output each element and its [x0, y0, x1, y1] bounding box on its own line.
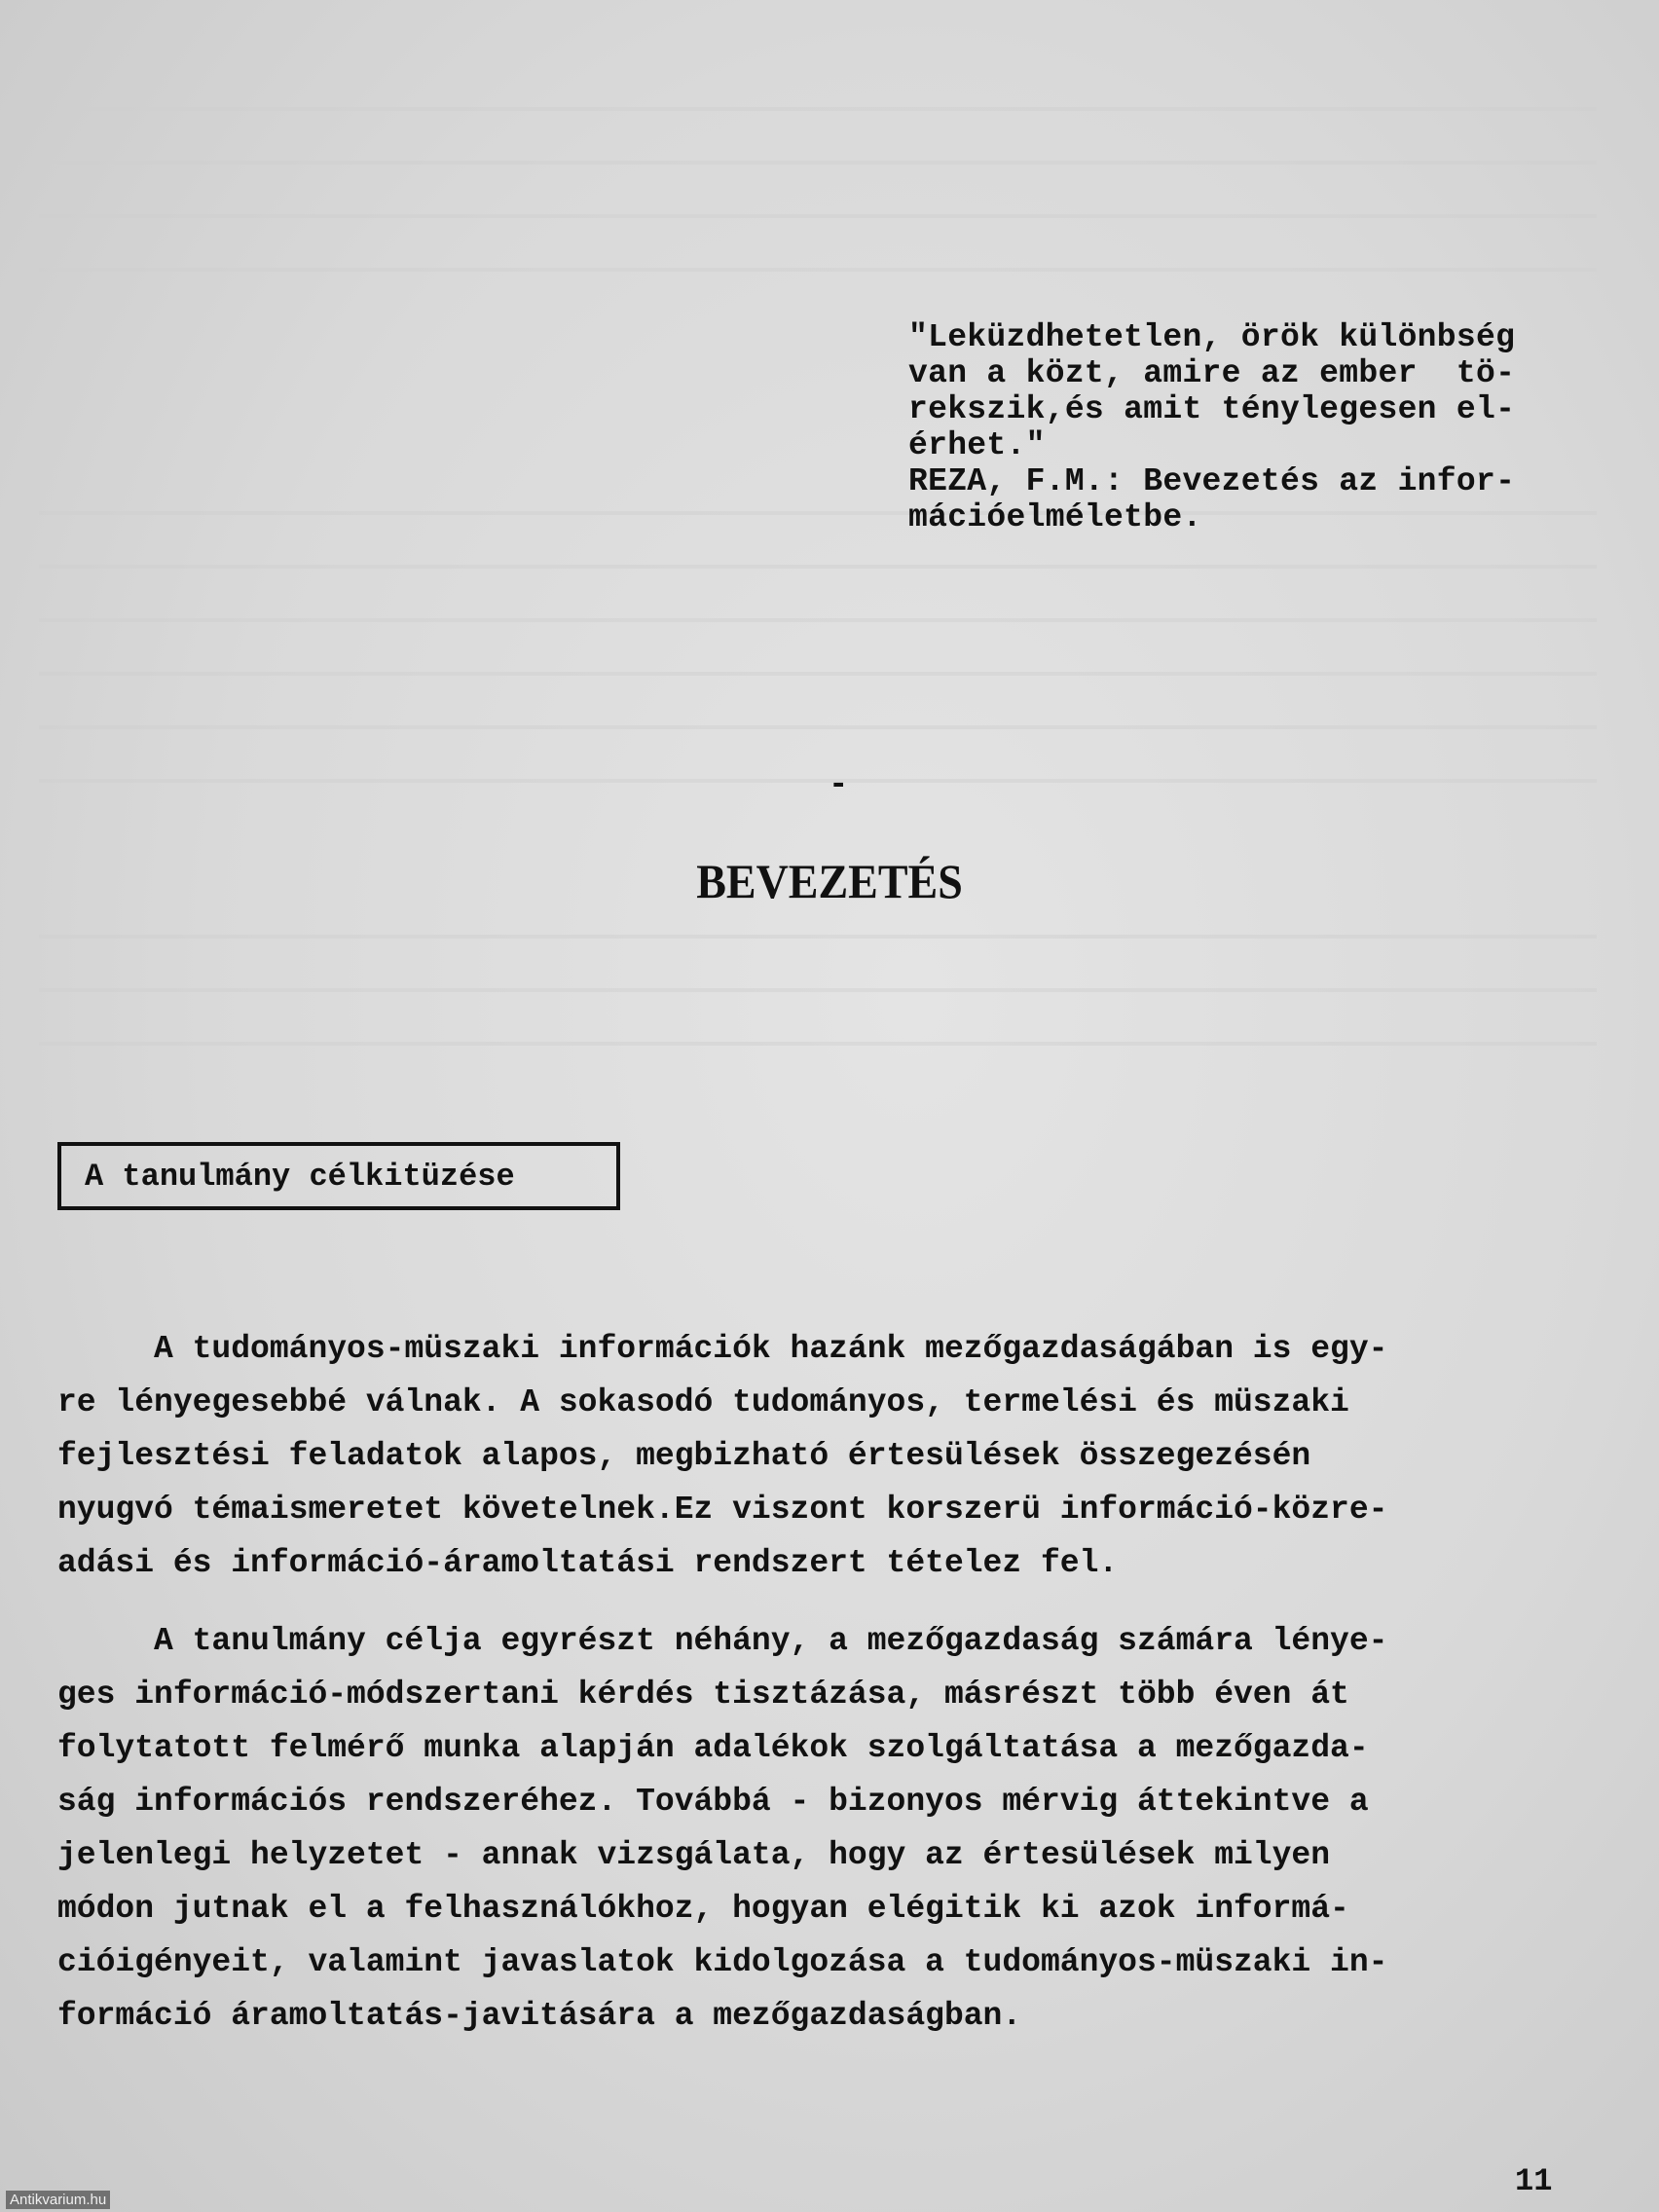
text-line: ges információ-módszertani kérdés tisztázása, másrészt több éven át: [57, 1677, 1349, 1713]
bleed-through-line: [39, 1042, 1597, 1046]
paragraph: [57, 1322, 1605, 1590]
epigraph-quote: [908, 319, 1600, 535]
text-line: ság információs rendszeréhez. Továbbá - bizonyos mérvig áttekintve a: [57, 1784, 1369, 1820]
paragraph-gap: [57, 1590, 1605, 1614]
epigraph-line: érhet.": [908, 427, 1046, 463]
bleed-through-line: [39, 161, 1597, 165]
epigraph-line: rekszik,és amit ténylegesen el-: [908, 391, 1516, 427]
bleed-through-line: [39, 779, 1597, 783]
text-line: A tudományos-müszaki információk hazánk mezőgazdaságában is egy-: [57, 1331, 1388, 1367]
bleed-through-line: [39, 725, 1597, 729]
bleed-through-line: [39, 214, 1597, 218]
text-line: jelenlegi helyzetet - annak vizsgálata, hogy az értesülések milyen: [57, 1837, 1331, 1873]
text-line: formáció áramoltatás-javitására a mezőgazdaságban.: [57, 1998, 1022, 2034]
bleed-through-line: [39, 672, 1597, 676]
text-line: cióigényeit, valamint javaslatok kidolgozása a tudományos-müszaki in-: [57, 1944, 1388, 1980]
epigraph-line: REZA, F.M.: Bevezetés az infor-: [908, 463, 1516, 499]
body-text: [57, 1322, 1605, 2043]
epigraph-line: "Leküzdhetetlen, örök különbség: [908, 319, 1516, 355]
text-line: adási és információ-áramoltatási rendszert tételez fel.: [57, 1545, 1119, 1581]
bleed-through-line: [39, 107, 1597, 111]
bleed-through-line: [39, 935, 1597, 939]
section-heading-box: A tanulmány célkitüzése: [57, 1142, 620, 1210]
watermark: Antikvarium.hu: [6, 2191, 110, 2209]
bleed-through-line: [39, 618, 1597, 622]
epigraph-line: van a közt, amire az ember tö-: [908, 355, 1516, 391]
bleed-through-line: [39, 268, 1597, 272]
page-number: 11: [1515, 2163, 1553, 2199]
epigraph-line: mációelméletbe.: [908, 499, 1202, 535]
text-line: nyugvó témaismeretet követelnek.Ez viszont korszerü információ-közre-: [57, 1492, 1388, 1528]
chapter-title: BEVEZETÉS: [696, 854, 963, 908]
text-line: fejlesztési feladatok alapos, megbizható értesülések összegezésén: [57, 1438, 1311, 1474]
text-line: re lényegesebbé válnak. A sokasodó tudományos, termelési és müszaki: [57, 1384, 1349, 1420]
bleed-through-line: [39, 988, 1597, 992]
text-line: módon jutnak el a felhasználókhoz, hogyan elégitik ki azok informá-: [57, 1891, 1349, 1927]
bleed-through-line: [39, 565, 1597, 569]
separator-dash: -: [829, 767, 849, 804]
paragraph: [57, 1614, 1605, 2043]
text-line: A tanulmány célja egyrészt néhány, a mezőgazdaság számára lénye-: [57, 1623, 1388, 1659]
text-line: folytatott felmérő munka alapján adalékok szolgáltatása a mezőgazda-: [57, 1730, 1369, 1766]
